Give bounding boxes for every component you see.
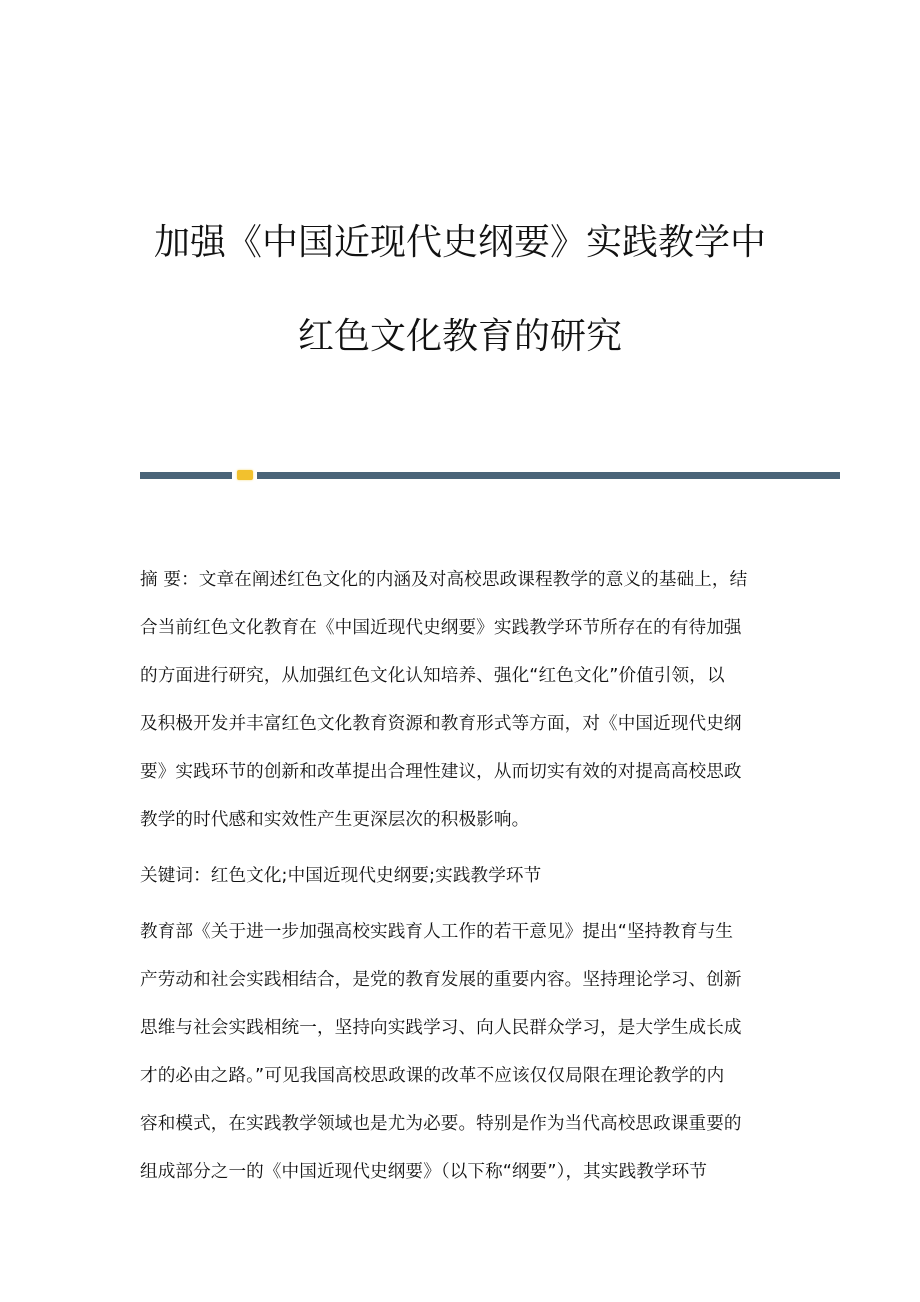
abstract-line: 及积极开发并丰富红色文化教育资源和教育形式等方面，对《中国近现代史纲 xyxy=(140,714,742,734)
divider-left xyxy=(140,472,232,479)
title-line-2: 红色文化教育的研究 xyxy=(297,316,622,357)
abstract-line: 要》实践环节的创新和改革提出合理性建议，从而切实有效的对提高高校思政 xyxy=(140,762,742,782)
abstract-line: 摘 要：文章在阐述红色文化的内涵及对高校思政课程教学的意义的基础上，结 xyxy=(140,570,748,590)
body-line: 容和模式，在实践教学领域也是尤为必要。特别是作为当代高校思政课重要的 xyxy=(140,1114,742,1134)
title-line-1: 加强《中国近现代史纲要》实践教学中 xyxy=(153,222,766,263)
abstract-line: 合当前红色文化教育在《中国近现代史纲要》实践教学环节所存在的有待加强 xyxy=(140,618,742,638)
body-line: 组成部分之一的《中国近现代史纲要》（以下称“纲要”），其实践教学环节 xyxy=(140,1162,708,1182)
body-line: 才的必由之路。”可见我国高校思政课的改革不应该仅仅局限在理论教学的内 xyxy=(140,1066,725,1086)
keywords: 关键词：红色文化;中国近现代史纲要;实践教学环节 xyxy=(140,866,542,886)
body-line: 产劳动和社会实践相结合，是党的教育发展的重要内容。坚持理论学习、创新 xyxy=(140,970,742,990)
body-line: 思维与社会实践相统一，坚持向实践学习、向人民群众学习，是大学生成长成 xyxy=(140,1018,742,1038)
divider-right xyxy=(257,472,840,479)
abstract-line: 的方面进行研究，从加强红色文化认知培养、强化“红色文化”价值引领，以 xyxy=(140,666,725,686)
divider-ornament xyxy=(237,470,253,480)
abstract-line: 教学的时代感和实效性产生更深层次的积极影响。 xyxy=(140,810,530,830)
body-line: 教育部《关于进一步加强高校实践育人工作的若干意见》提出“坚持教育与生 xyxy=(140,922,734,942)
